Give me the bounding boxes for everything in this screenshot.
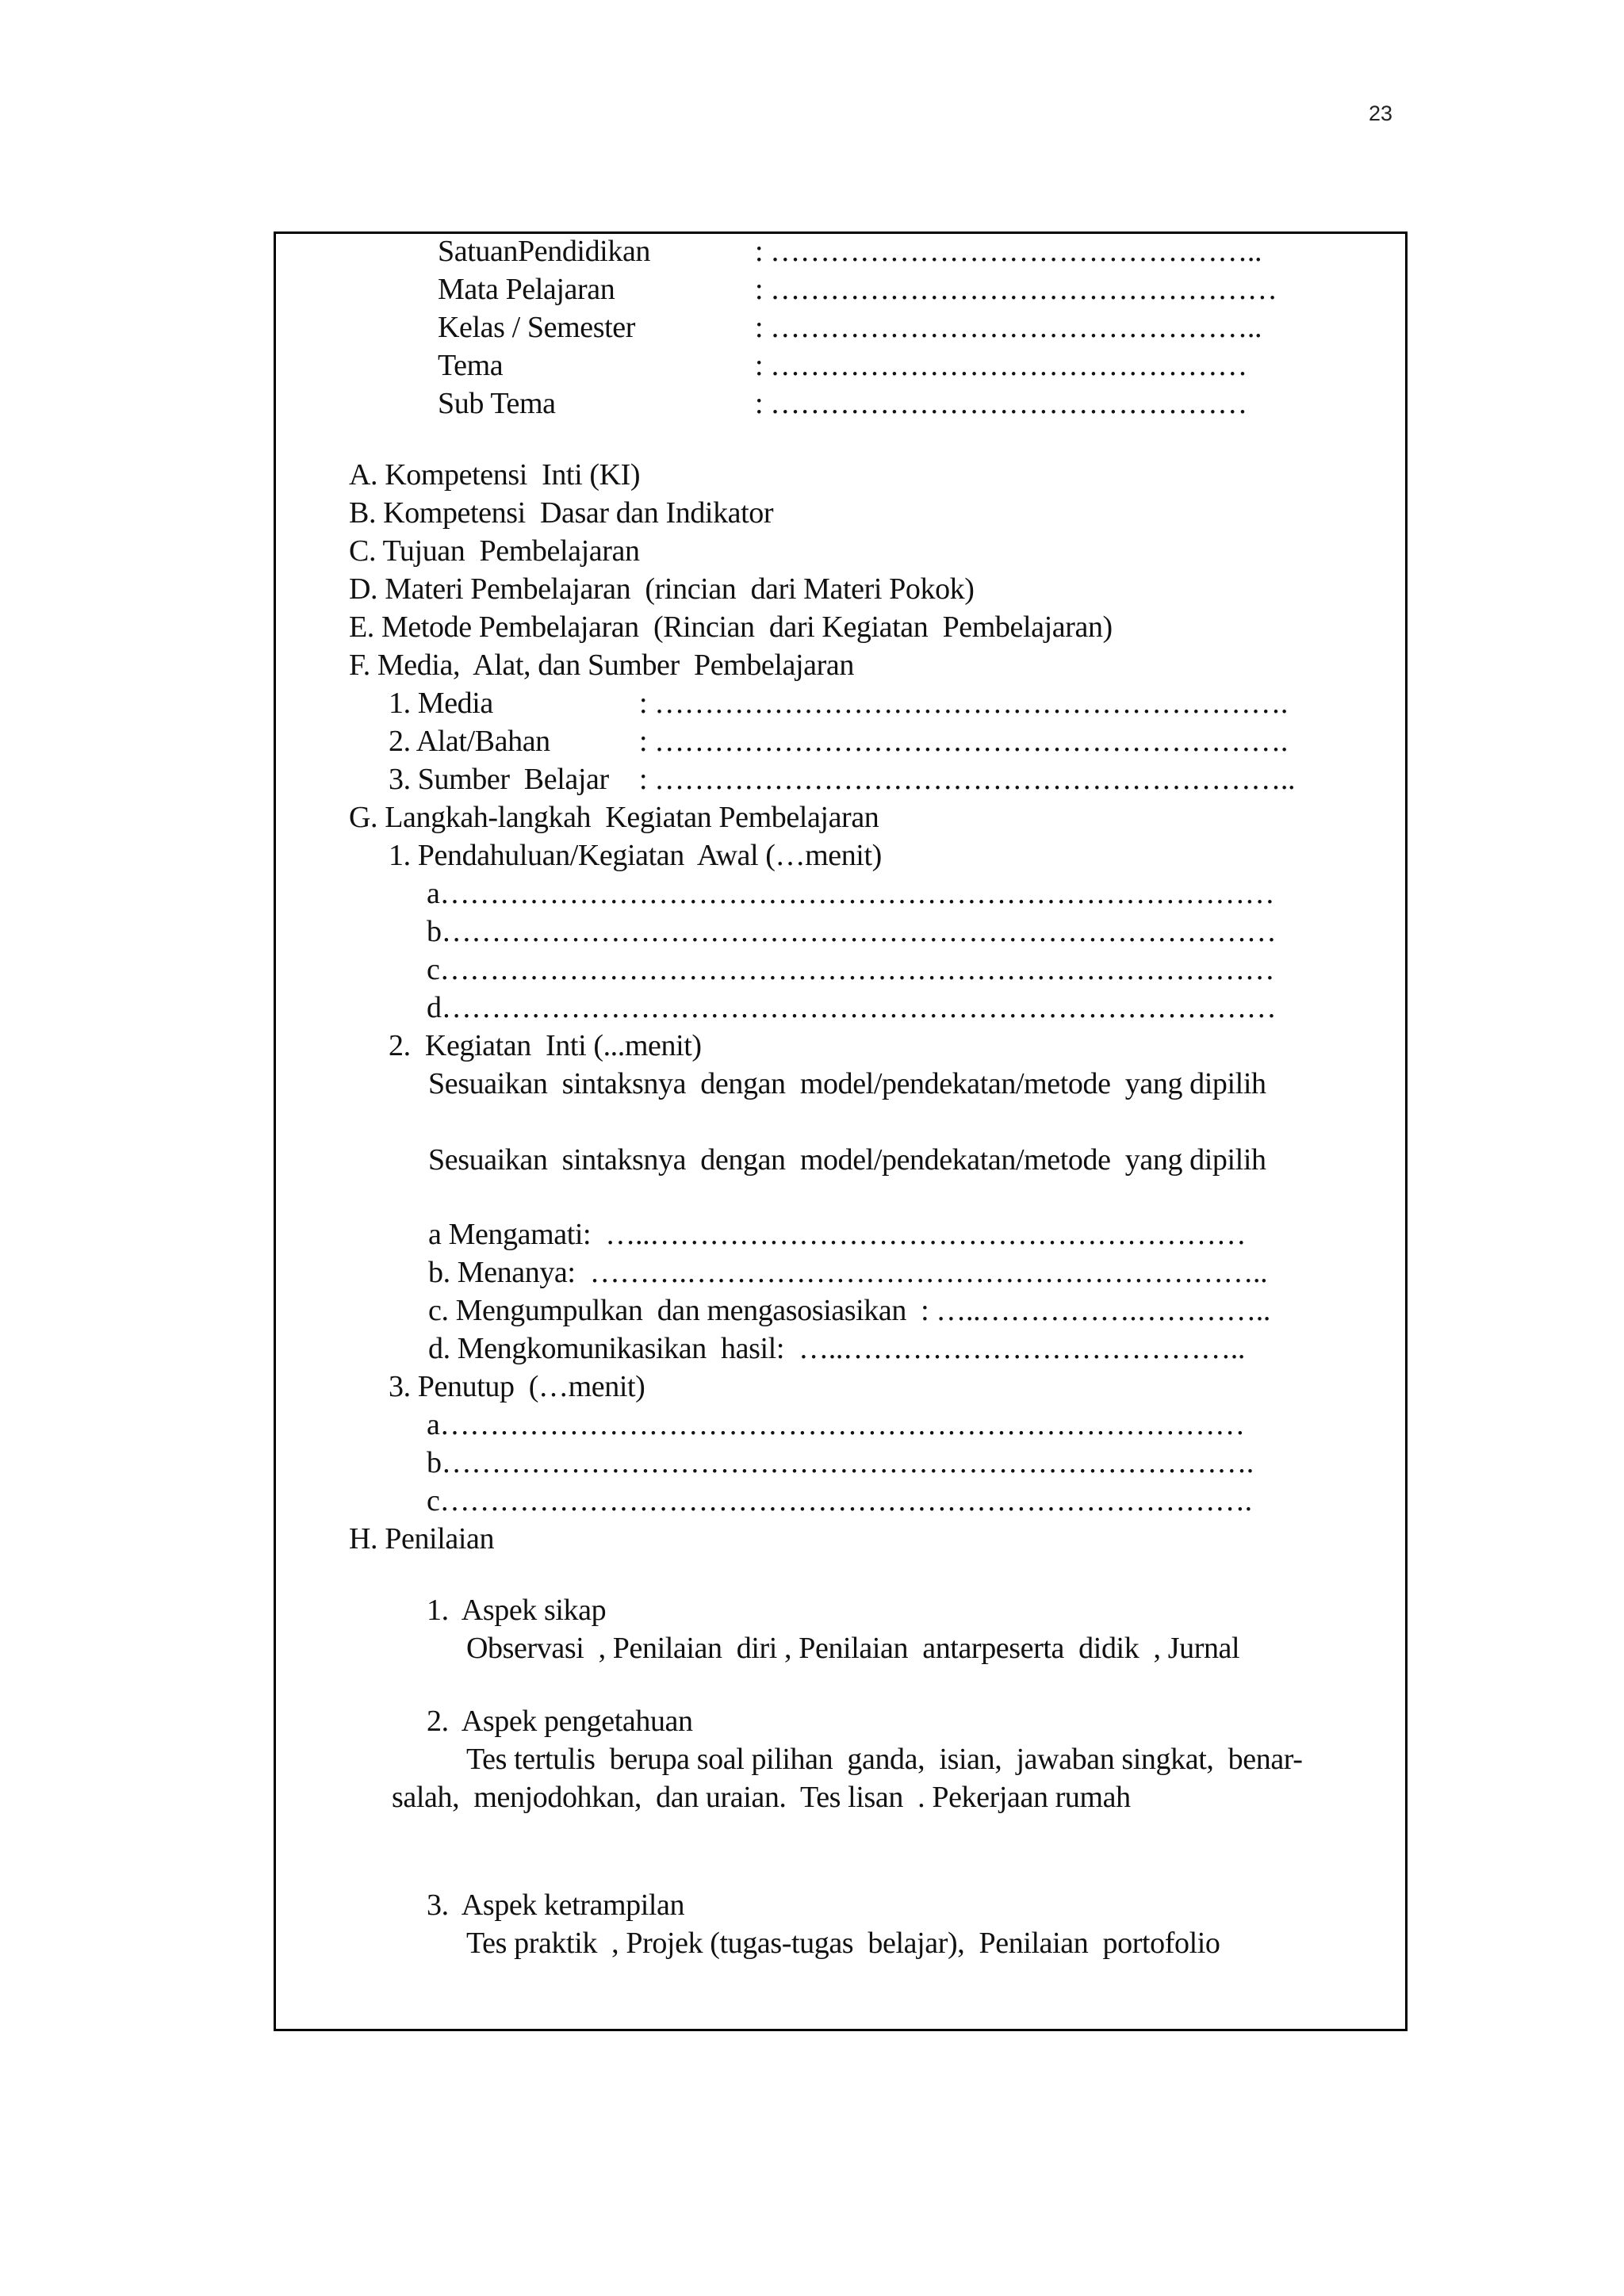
media-value: : ………………………………………………………. xyxy=(639,687,1288,720)
tema-label: Tema xyxy=(438,349,504,382)
penutup-heading: 3. Penutup (…menit) xyxy=(389,1370,645,1403)
sintaks-note-2: Sesuaikan sintaksnya dengan model/pendekatan/metode yang dipilih xyxy=(428,1143,1266,1177)
pendahuluan-item-a: a………………………………………………………………………… xyxy=(427,877,1275,910)
inti-menanya: b. Menanya: ……….………………………………………………….. xyxy=(428,1256,1268,1289)
pendahuluan-item-b: b………………………………………………………………………… xyxy=(427,915,1277,948)
section-g: G. Langkah-langkah Kegiatan Pembelajaran xyxy=(349,801,879,834)
section-c: C. Tujuan Pembelajaran xyxy=(349,534,640,568)
satuan-label: SatuanPendidikan xyxy=(438,235,651,268)
sintaks-note-1: Sesuaikan sintaksnya dengan model/pendekatan/metode yang dipilih xyxy=(428,1067,1266,1100)
kelas-value: : ………………………………………….. xyxy=(755,311,1262,344)
kelas-label: Kelas / Semester xyxy=(438,311,635,344)
section-h: H. Penilaian xyxy=(349,1522,495,1556)
mapel-value: : …………………………………………… xyxy=(755,273,1277,306)
penutup-item-a: a……………………………………………………………………… xyxy=(427,1408,1245,1441)
satuan-value: : ………………………………………….. xyxy=(755,235,1262,268)
pendahuluan-item-c: c………………………………………………………………………… xyxy=(427,953,1275,986)
subtema-value: : ………………………………………… xyxy=(755,387,1247,420)
inti-mengamati: a Mengamati: …..…………………………………………………… xyxy=(428,1218,1247,1251)
sumber-label: 3. Sumber Belajar xyxy=(389,763,609,796)
tema-value: : ………………………………………… xyxy=(755,349,1247,382)
section-e: E. Metode Pembelajaran (Rincian dari Kegiatan Pembelajaran) xyxy=(349,610,1113,644)
sumber-value: : ……………………………………………………….. xyxy=(639,763,1296,796)
mapel-label: Mata Pelajaran xyxy=(438,273,615,306)
alat-label: 2. Alat/Bahan xyxy=(389,725,550,758)
alat-value: : ………………………………………………………. xyxy=(639,725,1288,758)
inti-heading: 2. Kegiatan Inti (...menit) xyxy=(389,1029,702,1062)
aspek-pengetahuan-desc-2: salah, menjodohkan, dan uraian. Tes lisan . Pekerjaan rumah xyxy=(392,1781,1131,1814)
aspek-pengetahuan-desc-1: Tes tertulis berupa soal pilihan ganda, isian, jawaban singkat, benar- xyxy=(466,1743,1303,1776)
section-a: A. Kompetensi Inti (KI) xyxy=(349,458,641,492)
penutup-item-c: c………………………………………………………………………. xyxy=(427,1484,1252,1517)
section-b: B. Kompetensi Dasar dan Indikator xyxy=(349,496,774,530)
inti-mengumpulkan: c. Mengumpulkan dan mengasosiasikan : …..…………….………….. xyxy=(428,1294,1270,1327)
section-d: D. Materi Pembelajaran (rincian dari Materi Pokok) xyxy=(349,572,975,606)
pendahuluan-heading: 1. Pendahuluan/Kegiatan Awal (…menit) xyxy=(389,839,882,872)
aspek-sikap-heading: 1. Aspek sikap xyxy=(427,1594,607,1627)
aspek-ketrampilan-desc: Tes praktik , Projek (tugas-tugas belajar), Penilaian portofolio xyxy=(466,1927,1220,1960)
page-number: 23 xyxy=(1369,101,1393,125)
aspek-sikap-desc: Observasi , Penilaian diri , Penilaian antarpeserta didik , Jurnal xyxy=(466,1632,1240,1665)
inti-mengkomunikasikan: d. Mengkomunikasikan hasil: …..………………………………….. xyxy=(428,1332,1245,1365)
aspek-ketrampilan-heading: 3. Aspek ketrampilan xyxy=(427,1888,685,1922)
section-f: F. Media, Alat, dan Sumber Pembelajaran xyxy=(349,649,854,682)
pendahuluan-item-d: d………………………………………………………………………… xyxy=(427,991,1277,1024)
media-label: 1. Media xyxy=(389,687,493,720)
subtema-label: Sub Tema xyxy=(438,387,556,420)
aspek-pengetahuan-heading: 2. Aspek pengetahuan xyxy=(427,1705,693,1738)
penutup-item-b: b………………………………………………………………………. xyxy=(427,1446,1254,1479)
